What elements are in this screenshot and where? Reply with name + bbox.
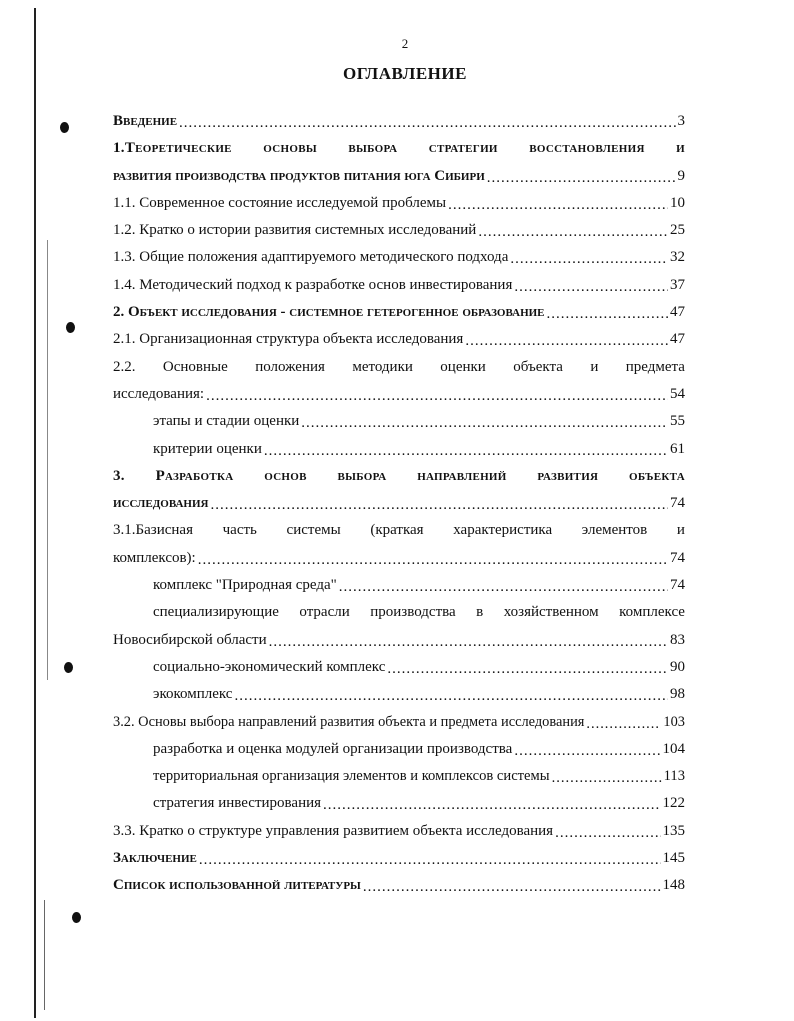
leader-dots	[478, 224, 668, 241]
toc-entry-text: 1.2. Кратко о истории развития системных исследований	[113, 222, 477, 239]
leader-dots	[323, 797, 660, 814]
leader-dots	[387, 661, 668, 678]
toc-word: системы	[286, 522, 341, 539]
toc-entry-references[interactable]	[113, 872, 685, 899]
toc-page-number: 9	[677, 167, 685, 184]
toc-word: оценки	[440, 358, 486, 375]
toc-entry-chapter-1[interactable]	[113, 135, 685, 162]
toc-entry-text: экокомплекс	[153, 686, 233, 703]
toc-entry-text: исследования:	[113, 385, 205, 402]
toc-word: Разработка	[155, 467, 234, 484]
leader-dots	[448, 197, 668, 214]
toc-entry-subsection[interactable]	[113, 599, 685, 626]
toc-entry-text: Новосибирской области	[113, 631, 267, 648]
page-number: 2	[401, 36, 409, 51]
toc-entry-section-1-2[interactable]	[113, 217, 685, 244]
leader-dots	[514, 743, 660, 760]
toc-entry-subsection[interactable]	[113, 681, 685, 708]
toc-page-number: 74	[670, 549, 685, 566]
toc-entry-section-2-1[interactable]	[113, 326, 685, 353]
toc-entry-text: Введение	[113, 113, 178, 129]
toc-word: стратегии	[428, 140, 498, 157]
toc-entry-text: 1.1. Современное состояние исследуемой проблемы	[113, 194, 447, 211]
leader-dots	[179, 115, 675, 132]
toc-page-number: 122	[662, 795, 685, 812]
toc-entry-text: 3.2. Основы выбора направлений развития объекта и предмета исследования	[113, 713, 585, 730]
toc-page-number: 74	[670, 495, 685, 512]
toc-page-number: 113	[663, 768, 685, 785]
toc-word: и	[676, 522, 685, 539]
toc-word: элементов	[581, 522, 648, 539]
toc-entry-conclusion[interactable]	[113, 845, 685, 872]
toc-entry-text: 3.3. Кратко о структуре управления развитием объекта исследования	[113, 822, 554, 839]
toc-entry-subsection-cont[interactable]	[113, 627, 685, 654]
toc-entry-text: 2.1. Организационная структура объекта исследования	[113, 331, 464, 348]
toc-page-number: 10	[670, 194, 685, 211]
punch-hole-mark	[60, 122, 69, 133]
toc-entry-section-3-1-cont[interactable]	[113, 545, 685, 572]
punch-hole-mark	[64, 662, 73, 673]
toc-entry-text: 1.3. Общие положения адаптируемого методического подхода	[113, 249, 509, 266]
toc-word: выбора	[337, 467, 387, 484]
toc-page-number: 37	[670, 276, 685, 293]
toc-entry-subsection[interactable]	[113, 572, 685, 599]
toc-word: 1.Теоретические	[113, 140, 232, 157]
toc-entry-text: Заключение	[113, 850, 197, 867]
toc-entry-text: развития производства продуктов питания юга Сибири	[113, 167, 485, 184]
leader-dots	[552, 770, 662, 787]
toc-word: 3.1.Базисная	[113, 522, 193, 539]
toc-entry-text: комплексов):	[113, 549, 196, 566]
toc-page-number: 145	[662, 850, 685, 867]
leader-dots	[269, 634, 668, 651]
toc-entry-text: социально-экономический комплекс	[153, 658, 386, 675]
toc-entry-chapter-3-cont[interactable]	[113, 490, 685, 517]
toc-word: комплексе	[619, 604, 685, 621]
leader-dots	[363, 879, 661, 896]
leader-dots	[586, 716, 661, 733]
toc-entry-text: территориальная организация элементов и комплексов системы	[153, 768, 550, 785]
scan-margin-line	[47, 240, 48, 680]
toc-entry-section-2-2[interactable]	[113, 354, 685, 381]
toc-entry-subsection[interactable]	[113, 763, 685, 790]
toc-page-number: 104	[662, 740, 685, 757]
toc-word: и	[590, 358, 599, 375]
toc-word: и	[676, 140, 685, 157]
toc-word: производства	[370, 604, 456, 621]
toc-entry-subsection[interactable]	[113, 790, 685, 817]
toc-entry-section-3-3[interactable]	[113, 818, 685, 845]
toc-page-number: 103	[663, 713, 685, 730]
toc-word: основ	[264, 467, 307, 484]
leader-dots	[555, 825, 660, 842]
toc-word: часть	[222, 522, 257, 539]
toc-page-number: 148	[662, 877, 685, 894]
toc-word: (краткая	[370, 522, 424, 539]
table-of-contents	[113, 108, 685, 900]
toc-title: ОГЛАВЛЕНИЕ	[343, 64, 467, 83]
toc-entry-section-1-1[interactable]	[113, 190, 685, 217]
leader-dots	[510, 251, 668, 268]
leader-dots	[210, 497, 668, 514]
toc-entry-text: разработка и оценка модулей организации производства	[153, 740, 513, 757]
toc-word: методики	[352, 358, 413, 375]
toc-entry-text: критерии оценки	[153, 440, 262, 457]
toc-page-number: 47	[670, 331, 685, 348]
toc-word: выбора	[348, 140, 398, 157]
toc-word: характеристика	[453, 522, 553, 539]
toc-word: хозяйственном	[503, 604, 599, 621]
leader-dots	[547, 306, 668, 323]
toc-entry-chapter-3[interactable]	[113, 463, 685, 490]
leader-dots	[487, 170, 676, 187]
punch-hole-mark	[72, 912, 81, 923]
toc-entry-section-3-1[interactable]	[113, 517, 685, 544]
toc-entry-subsection[interactable]	[113, 408, 685, 435]
toc-word: специализирующие	[153, 604, 279, 621]
toc-page-number: 61	[670, 440, 685, 457]
toc-word: развития	[537, 467, 599, 484]
toc-entry-section-2-2-cont[interactable]	[113, 381, 685, 408]
leader-dots	[465, 333, 668, 350]
toc-page-number: 25	[670, 222, 685, 239]
toc-entry-text: исследования	[113, 495, 209, 512]
toc-entry-text: Список использованной литературы	[113, 877, 361, 894]
toc-entry-section-1-3[interactable]	[113, 244, 685, 271]
toc-entry-chapter-2[interactable]	[113, 299, 685, 326]
scan-margin-line	[34, 8, 36, 1018]
leader-dots	[339, 579, 668, 596]
toc-entry-text: 2. Объект исследования - системное гетерогенное образование	[113, 304, 545, 321]
toc-page-number: 135	[662, 822, 685, 839]
toc-entry-subsection[interactable]	[113, 736, 685, 763]
toc-entry-section-3-2[interactable]	[113, 709, 685, 736]
leader-dots	[234, 688, 668, 705]
toc-word: Основные	[162, 358, 228, 375]
toc-entry-chapter-1-cont[interactable]	[113, 163, 685, 190]
leader-dots	[264, 443, 668, 460]
toc-word: 3.	[113, 467, 125, 484]
toc-word: предмета	[625, 358, 685, 375]
toc-entry-text: комплекс "Природная среда"	[153, 577, 337, 594]
toc-entry-introduction[interactable]	[113, 108, 685, 135]
toc-word: отрасли	[299, 604, 350, 621]
toc-page-number: 98	[670, 686, 685, 703]
toc-page-number: 54	[670, 385, 685, 402]
toc-page-number: 90	[670, 658, 685, 675]
leader-dots	[301, 415, 668, 432]
punch-hole-mark	[66, 322, 75, 333]
toc-page-number: 32	[670, 249, 685, 266]
toc-entry-text: этапы и стадии оценки	[153, 413, 300, 430]
scan-margin-line	[44, 900, 45, 1010]
toc-entry-subsection[interactable]	[113, 436, 685, 463]
toc-page-number: 47	[670, 304, 685, 321]
toc-entry-section-1-4[interactable]	[113, 272, 685, 299]
toc-entry-text: 1.4. Методический подход к разработке основ инвестирования	[113, 276, 513, 293]
toc-page-number: 83	[670, 631, 685, 648]
toc-word: направлений	[417, 467, 507, 484]
leader-dots	[514, 279, 668, 296]
toc-word: объекта	[513, 358, 563, 375]
toc-word: восстановления	[529, 140, 645, 157]
toc-word: основы	[263, 140, 317, 157]
toc-word: положения	[255, 358, 325, 375]
toc-word: 2.2.	[113, 358, 136, 375]
toc-word: объекта	[629, 467, 685, 484]
leader-dots	[198, 552, 668, 569]
toc-entry-subsection[interactable]	[113, 654, 685, 681]
toc-page-number: 74	[670, 577, 685, 594]
toc-entry-text: стратегия инвестирования	[153, 795, 322, 812]
toc-word: в	[476, 604, 484, 621]
toc-page-number: 55	[670, 413, 685, 430]
leader-dots	[206, 388, 668, 405]
toc-page-number: 3	[677, 113, 685, 129]
leader-dots	[199, 852, 661, 869]
